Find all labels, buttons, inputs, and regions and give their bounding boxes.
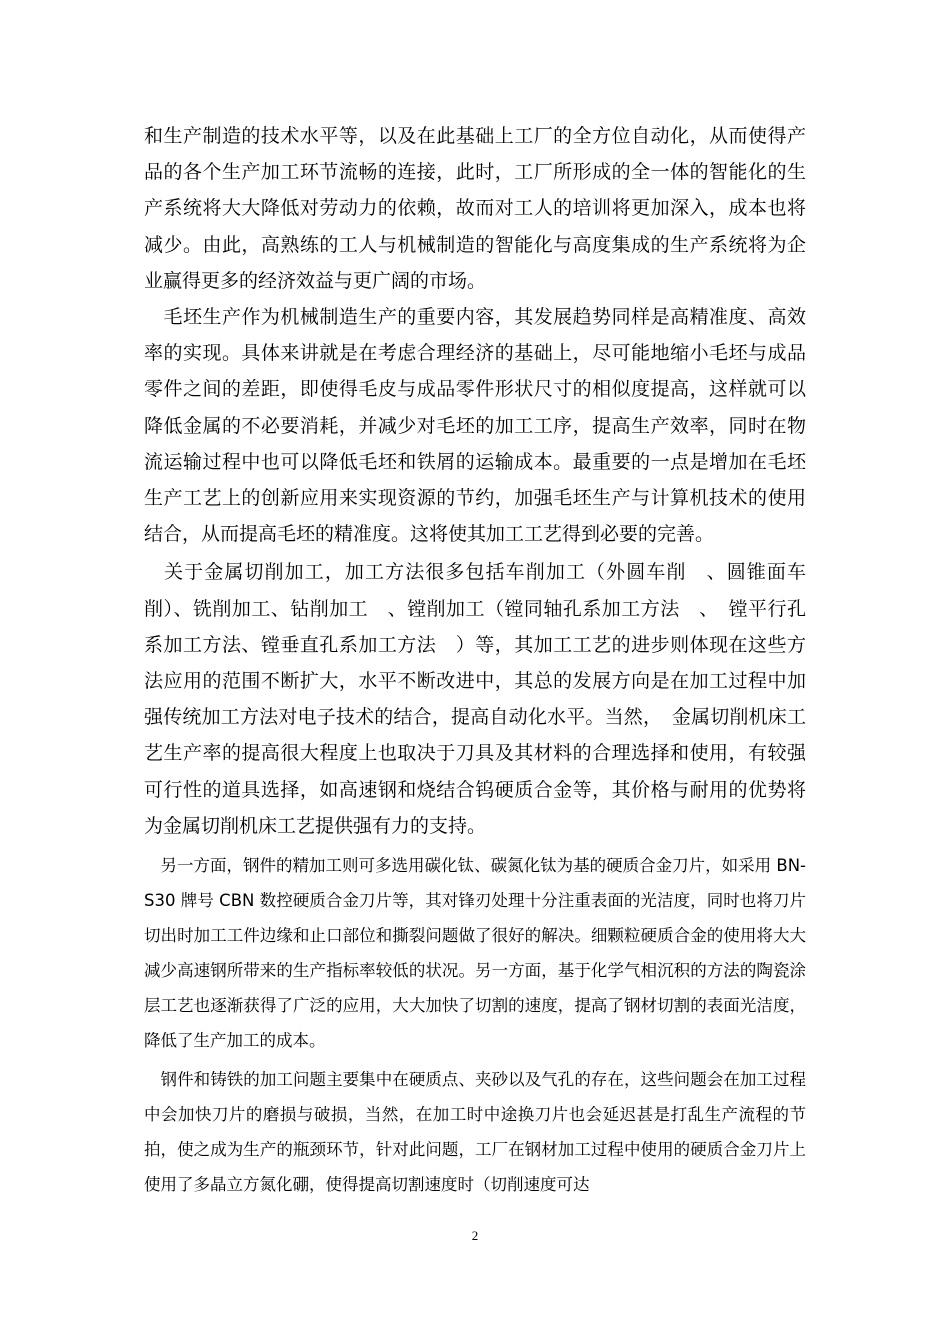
page-number: 2 bbox=[471, 1228, 479, 1243]
paragraph-2: 毛坯生产作为机械制造生产的重要内容，其发展趋势同样是高精准度、高效率的实现。具体来讲就是在考虑合理经济的基础上，尽可能地缩小毛坯与成品零件之间的差距，即使得毛皮与成品零件形状尺寸的相似度提高，这样就可以降低金属的不必要消耗，并减少对毛坯的加工工序，提高生产效率，同时在物流运输过程中也可以降低毛坯和铁屑的运输成本。最重要的一点是增加在毛坯生产工艺上的创新应用来实现资源的节约，加强毛坯生产与计算机技术的使用结合，从而提高毛坯的精准度。这将使其加工工艺得到必要的完善。 bbox=[144, 306, 806, 546]
paragraph-5: 钢件和铸铁的加工问题主要集中在硬质点、夹砂以及气孔的存在，这些问题会在加工过程中会加快刀片的磨损与破损，当然，在加工时中途换刀片也会延迟甚是打乱生产流程的节拍，使之成为生产的瓶颈环节，针对此问题，工厂在钢材加工过程中使用的硬质合金刀片上使用了多晶立方氮化硼，使得提高切割速度时（切削速度可达 bbox=[144, 1070, 806, 1195]
document-body bbox=[144, 118, 806, 1202]
paragraph-4: 另一方面，钢件的精加工则可多选用碳化钛、碳氮化钛为基的硬质合金刀片，如采用 BN-S30 牌号 CBN 数控硬质合金刀片等，其对锋刃处理十分注重表面的光洁度，同时也将刀片切出时加工工件边缘和止口部位和撕裂问题做了很好的解决。细颗粒硬质合金的使用将大大减少高速钢所带来的生产指标率较低的状况。另一方面，基于化学气相沉积的方法的陶瓷涂层工艺也逐渐获得了广泛的应用，大大加快了切割的速度，提高了钢材切割的表面光洁度，降低了生产加工的成本。 bbox=[144, 856, 806, 1051]
paragraph-3: 关于金属切削加工，加工方法很多包括车削加工（外圆车削 、圆锥面车削）、铣削加工、钻削加工 、镗削加工（镗同轴孔系加工方法 、 镗平行孔系加工方法、镗垂直孔系加工方法 ）等，其加工工艺的进步则体现在这些方法应用的范围不断扩大，水平不断改进中，其总的发展方向是在加工过程中加强传统加工方法对电子技术的结合，提高自动化水平。当然， 金属切削机床工艺生产率的提高很大程度上也取决于刀具及其材料的合理选择和使用，有较强可行性的道具选择，如高速钢和烧结合钨硬质合金等，其价格与耐用的优势将为金属切削机床工艺提供强有力的支持。 bbox=[144, 561, 806, 837]
paragraph-1: 和生产制造的技术水平等，以及在此基础上工厂的全方位自动化，从而使得产品的各个生产加工环节流畅的连接，此时，工厂所形成的全一体的智能化的生产系统将大大降低对劳动力的依赖，故而对工人的培训将更加深入，成本也将减少。由此，高熟练的工人与机械制造的智能化与高度集成的生产系统将为企业赢得更多的经济效益与更广阔的市场。 bbox=[144, 125, 806, 292]
